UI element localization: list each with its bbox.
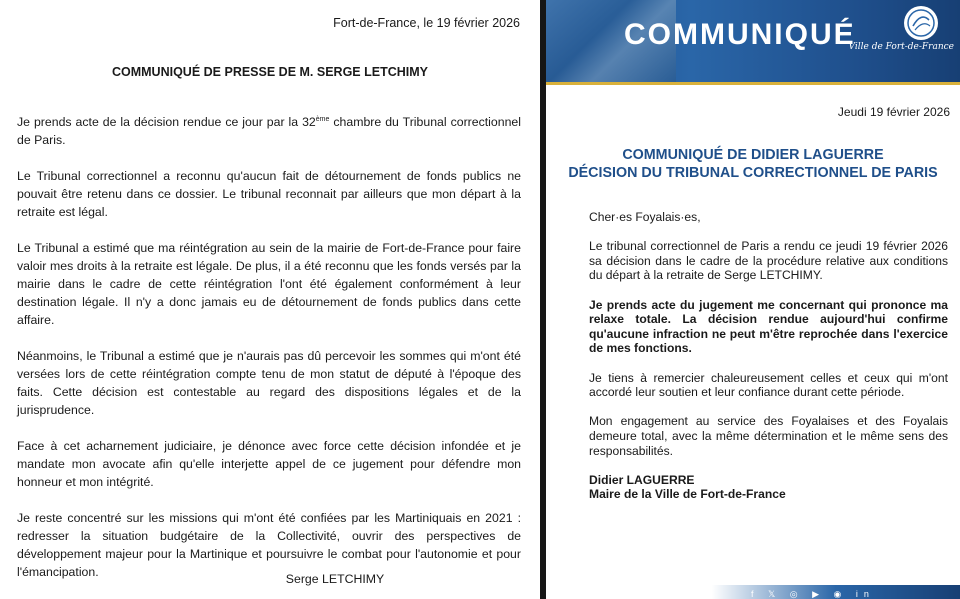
city-logo-icon: [904, 6, 938, 40]
left-signature: Serge LETCHIMY: [285, 572, 385, 586]
left-paragraph-5: Face à cet acharnement judiciaire, je dénonce avec force cette décision infondée et je mandate mon avocate afin qu'elle interjette appel de ce jugement pour défendre mon honneur et mon intégrité.: [17, 439, 521, 489]
left-paragraph-1: Je prends acte de la décision rendue ce jour par la 32ème chambre du Tribunal correctionnel de Paris.: [17, 115, 521, 147]
left-paragraph-2: Le Tribunal correctionnel a reconnu qu'aucun fait de détournement de fonds publics ne pouvait être retenu dans ce dossier. Le tribunal reconnait par ailleurs que mon départ à la retraite est légal.: [17, 169, 521, 219]
left-date: Fort-de-France, le 19 février 2026: [333, 16, 520, 30]
greeting: Cher·es Foyalais·es,: [589, 210, 701, 224]
signature-name: Didier LAGUERRE: [589, 472, 695, 487]
right-signature: [589, 473, 948, 502]
banner-title: COMMUNIQUÉ: [624, 18, 856, 51]
gold-separator: [546, 82, 960, 85]
compass-rose-icon: [904, 6, 938, 40]
right-paragraph-3: Je tiens à remercier chaleureusement celles et ceux qui m'ont accordé leur soutien et leur confiance durant cette période.: [589, 370, 948, 400]
right-body: [589, 210, 948, 502]
city-logo-text: Ville de Fort-de-France: [848, 42, 954, 52]
signature-role: Maire de la Ville de Fort-de-France: [589, 487, 786, 502]
right-paragraph-1: Le tribunal correctionnel de Paris a rendu ce jeudi 19 février 2026 sa décision dans le cadre de la procédure relative aux conditions du départ à la retraite de Serge LETCHIMY.: [589, 239, 948, 283]
right-title-line-1: COMMUNIQUÉ DE DIDIER LAGUERRE: [622, 147, 884, 163]
left-body: [17, 113, 521, 599]
social-icons: f 𝕏 ◎ ▶ ◉ in: [751, 589, 875, 599]
right-paragraph-4: Mon engagement au service des Foyalaises et des Foyalais demeure total, avec la même détermination et le même sens des responsabilités.: [589, 414, 948, 458]
left-paragraph-3: Le Tribunal a estimé que ma réintégration au sein de la mairie de Fort-de-France pour faire valoir mes droits à la retraite est légale. De plus, il a été reconnu que les fonds versés par la mairie dans le cadre de cette réintégration l'ont été également conformément à leur destination légale. Il n'y a donc jamais eu de détournement de fonds publics dans cette affaire.: [17, 241, 521, 327]
right-title: [546, 146, 960, 182]
left-paragraph-4: Néanmoins, le Tribunal a estimé que je n'aurais pas dû percevoir les sommes qui m'ont été versées lors de cette réintégration compte tenu de mon statut de député à l'époque des faits. Cette décision est contestable au regard des dispositions légales et de la jurisprudence.: [17, 349, 521, 417]
right-title-line-2: DÉCISION DU TRIBUNAL CORRECTIONNEL DE PARIS: [568, 165, 938, 181]
right-paragraph-2: Je prends acte du jugement me concernant qui prononce ma relaxe totale. La décision rendue aujourd'hui confirme qu'aucune infraction ne peut m'être reprochée dans l'exercice de mes fonctions.: [589, 297, 948, 356]
right-date: Jeudi 19 février 2026: [837, 105, 950, 119]
communique-banner: [546, 0, 960, 82]
left-paragraph-6: Je reste concentré sur les missions qui m'ont été confiées par les Martiniquais en 2021 : redresser la situation budgétaire de la Collectivité, ouvrir des perspectives de développement majeur pour la Martinique et poursuivre le combat pour l'autonomie et pour l'émancipation.: [17, 511, 521, 579]
laguerre-press-release: [546, 0, 960, 599]
left-title: COMMUNIQUÉ DE PRESSE DE M. SERGE LETCHIMY: [111, 65, 428, 79]
